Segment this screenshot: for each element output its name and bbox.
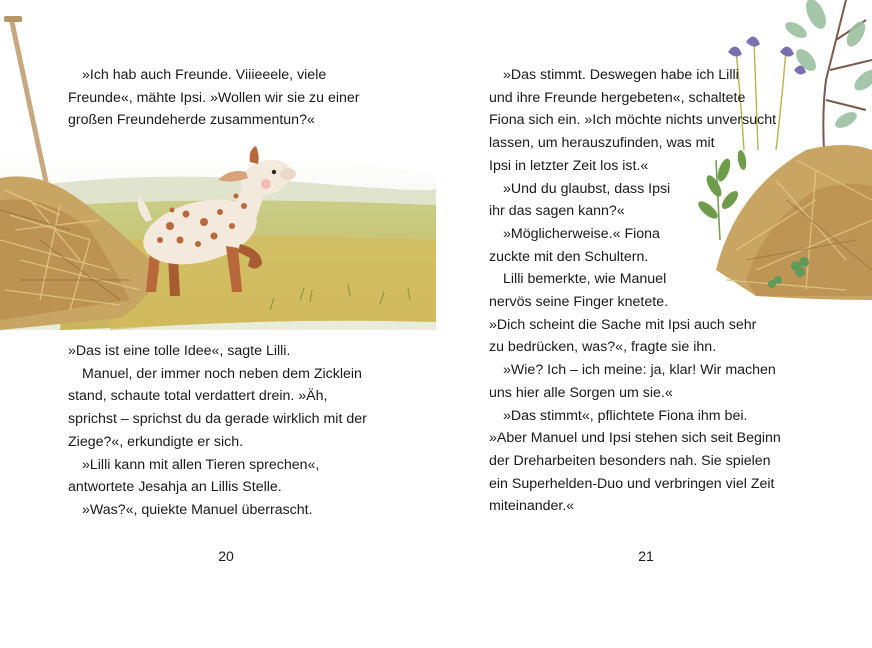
text-line: ein Superhelden-Duo und verbringen viel Zeit [489, 475, 775, 492]
text-line: stand, schaute total verdattert drein. »Äh, [68, 388, 328, 405]
text-line: antwortete Jesahja an Lillis Stelle. [68, 479, 282, 496]
text-line: uns hier alle Sorgen um sie.« [489, 384, 673, 401]
text-line: Freunde«, mähte Ipsi. »Wollen wir sie zu einer [68, 89, 360, 106]
text-line: »Lilli kann mit allen Tieren sprechen«, [82, 456, 320, 473]
text-line: nervös seine Finger knetete. [489, 294, 669, 311]
right-text [489, 64, 781, 518]
text-line: »Das stimmt«, pflichtete Fiona ihm bei. [503, 407, 748, 424]
text-line: großen Freundeherde zusammentun?« [68, 112, 315, 129]
text-line: Manuel, der immer noch neben dem Zicklein [82, 365, 362, 382]
text-line: »Was?«, quiekte Manuel überrascht. [82, 501, 313, 518]
text-line: zuckte mit den Schultern. [489, 248, 649, 265]
text-line: »Ich hab auch Freunde. Viiieeele, viele [82, 67, 327, 83]
text-line: Ziege?«, erkundigte er sich. [68, 433, 244, 450]
text-line: lassen, um herauszufinden, was mit [489, 135, 715, 152]
right-page [436, 0, 872, 648]
text-line: »Aber Manuel und Ipsi stehen sich seit Beginn [489, 430, 781, 447]
text-line: und ihre Freunde hergebeten«, schaltete [489, 89, 746, 106]
left-bottom-text [68, 340, 367, 522]
text-line: ihr das sagen kann?« [489, 203, 625, 220]
text-line: Ipsi in letzter Zeit los ist.« [489, 157, 649, 174]
text-line: »Das stimmt. Deswegen habe ich Lilli [503, 67, 739, 83]
text-line: der Dreharbeiten besonders nah. Sie spielen [489, 452, 771, 469]
text-line: »Wie? Ich – ich meine: ja, klar! Wir machen [503, 362, 776, 379]
text-line: miteinander.« [489, 498, 575, 515]
page-number-right: 21 [638, 548, 654, 564]
text-line: »Möglicherweise.« Fiona [503, 225, 660, 242]
text-line: »Dich scheint die Sache mit Ipsi auch sehr [489, 316, 757, 333]
text-line: sprichst – sprichst du da gerade wirklich mit der [68, 411, 367, 428]
text-line: Fiona sich ein. »Ich möchte nichts unversucht [489, 112, 777, 129]
text-line: »Und du glaubst, dass Ipsi [503, 180, 671, 197]
text-line: zu bedrücken, was?«, fragte sie ihn. [489, 339, 717, 356]
goat-meadow-illustration [0, 0, 436, 340]
text-line: »Das ist eine tolle Idee«, sagte Lilli. [68, 343, 291, 359]
text-line: Lilli bemerkte, wie Manuel [503, 271, 667, 288]
page-number-left: 20 [218, 548, 234, 564]
